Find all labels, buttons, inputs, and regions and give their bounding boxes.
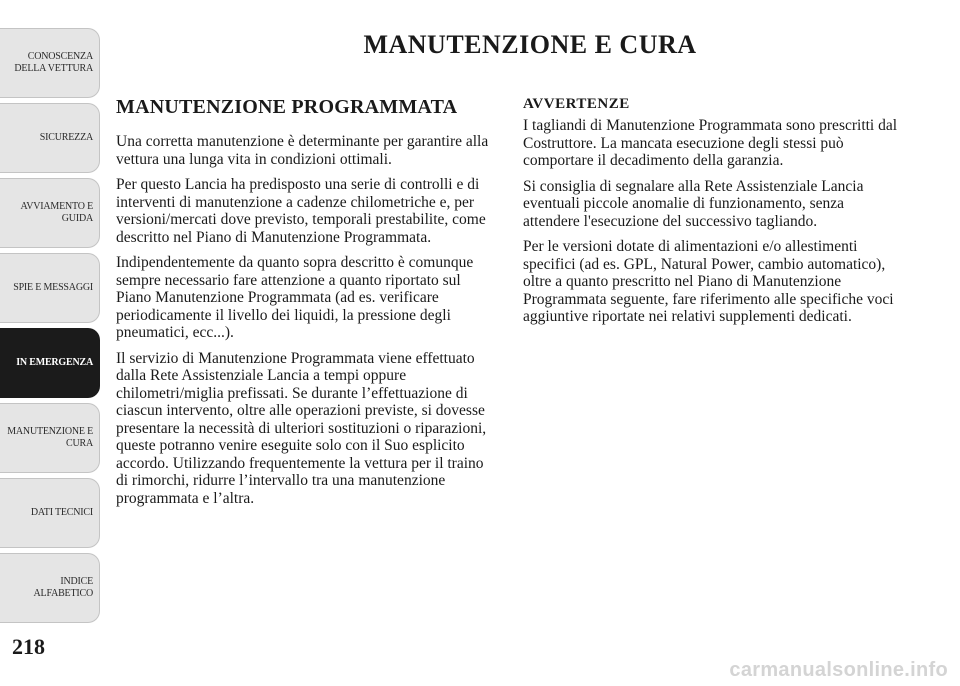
tab-spie-e-messaggi[interactable]: SPIE E MESSAGGI [0, 253, 100, 323]
paragraph: Indipendentemente da quanto sopra descritto è comunque sempre necessario fare attenzione a quanto riportato sul Piano Manutenzione Programmata (ad es. verificare periodicamente il livello dei liquidi, la pressione degli pneumatici, ecc...). [116, 254, 474, 341]
page-number: 218 [12, 634, 45, 659]
tab-in-emergenza[interactable]: IN EMERGENZA [0, 328, 100, 398]
paragraph: I tagliandi di Manutenzione Programmata sono prescritti dal Costruttore. La mancata esecuzione degli stessi può comportare il decadimento della garanzia. [523, 117, 898, 169]
tab-indice-alfabetico[interactable]: INDICE ALFABETICO [0, 553, 100, 623]
page-title: MANUTENZIONE E CURA [363, 30, 697, 59]
paragraph: Si consiglia di segnalare alla Rete Assistenziale Lancia eventuali piccole anomalie di funzionamento, senza attendere l'esecuzione del successivo tagliando. [523, 177, 864, 230]
tab-manutenzione-e-cura[interactable]: MANUTENZIONE E CURA [0, 403, 100, 473]
warnings-section [523, 95, 903, 334]
tab-conoscenza-della-vettura[interactable]: CONOSCENZA DELLA VETTURA [0, 28, 100, 98]
paragraph: Una corretta manutenzione è determinante per garantire alla vettura una lunga vita in condizioni ottimali. [116, 133, 489, 168]
section-heading: MANUTENZIONE PROGRAMMATA [116, 96, 458, 118]
maintenance-section [116, 95, 496, 515]
tab-avviamento-e-guida[interactable]: AVVIAMENTO E GUIDA [0, 178, 100, 248]
paragraph: Per questo Lancia ha predisposto una serie di controlli e di interventi di manutenzione a cadenze chilometriche e, per versioni/mercati dove previsto, temporali prestabilite, come descritto nel Piano di Manutenzione Programmata. [116, 176, 486, 246]
chapter-tabs [0, 28, 100, 628]
paragraph: Il servizio di Manutenzione Programmata viene effettuato dalla Rete Assistenziale Lancia a tempi oppure chilometri/miglia prefissati. Se durante l’effettuazione di ciascun intervento, oltre alle operazioni previste, si dovesse presentare la necessità di ulteriori sostituzioni o riparazioni, queste potranno venire eseguite solo con il Suo esplicito accordo. Utilizzando frequentemente la vettura per il traino di rimorchi, ridurre l’intervallo tra una manutenzione programmata e l’altra. [116, 349, 487, 507]
tab-sicurezza[interactable]: SICUREZZA [0, 103, 100, 173]
tab-dati-tecnici[interactable]: DATI TECNICI [0, 478, 100, 548]
watermark: carmanualsonline.info [729, 659, 948, 681]
warnings-heading: AVVERTENZE [523, 96, 630, 112]
paragraph: Per le versioni dotate di alimentazioni e/o allestimenti specifici (ad es. GPL, Natural Power, cambio automatico), oltre a quanto prescritto nel Piano di Manutenzione Programmata seguente, fare riferimento alle specifiche voci aggiuntive riportate nei relativi supplementi dedicati. [523, 238, 894, 325]
